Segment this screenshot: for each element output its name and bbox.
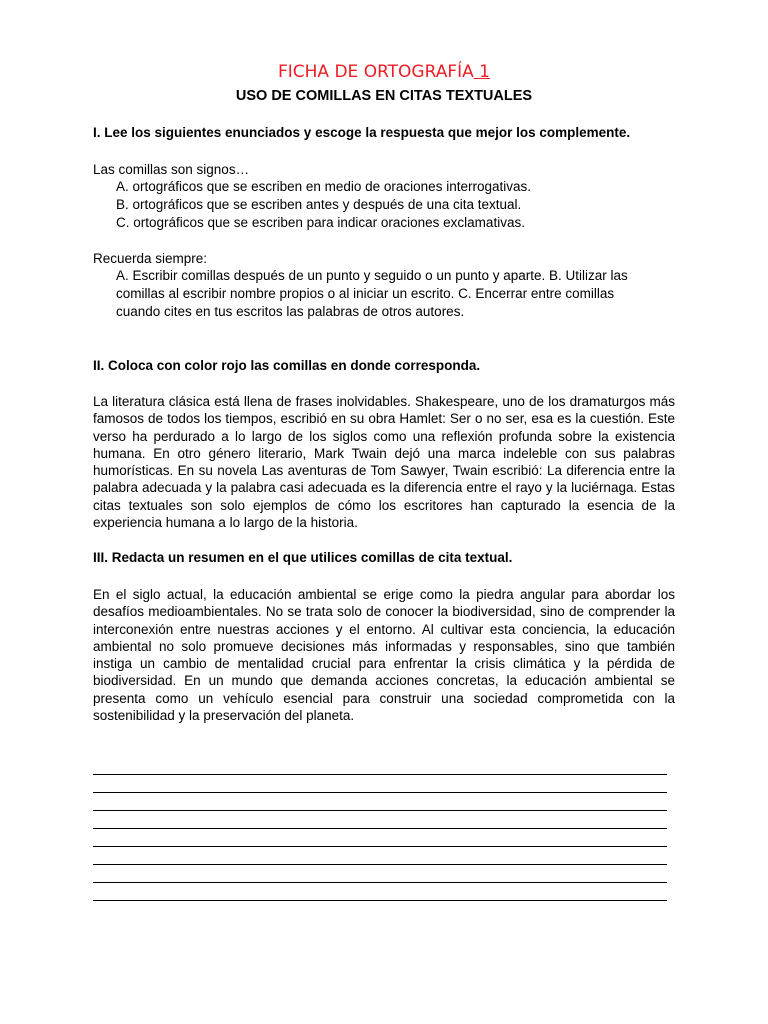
question-1-options <box>116 178 656 232</box>
title-number: 1 <box>473 62 491 82</box>
question-2-options: A. Escribir comillas después de un punto y seguido o un punto y aparte. B. Utilizar las comillas al escribir nombre propios o al iniciar un escrito. C. Encerrar entre comillas cuando cites en tus escritos las palabras de otros autores. <box>116 268 628 319</box>
answer-line[interactable] <box>93 758 667 775</box>
worksheet-title <box>93 60 675 84</box>
answer-lines <box>93 758 667 902</box>
answer-line[interactable] <box>93 848 667 865</box>
section-2-paragraph: La literatura clásica está llena de frases inolvidables. Shakespeare, uno de los dramaturgos más famosos de todos los tiempos, escribió en su obra Hamlet: Ser o no ser, esa es la cuestión. Este verso ha perdurado a lo largo de los siglos como una reflexión profunda sobre la existencia humana. En otro género literario, Mark Twain dejó una marca indeleble con sus palabras humorísticas. En su novela Las aventuras de Tom Sawyer, Twain escribió: La diferencia entre la palabra adecuada y la palabra casi adecuada es la diferencia entre el rayo y la luciérnaga. Estas citas textuales son solo ejemplos de cómo los escritores han capturado la esencia de la experiencia humana a lo largo de la historia. <box>93 394 675 531</box>
question-1-option-a: A. ortográficos que se escriben en medio de oraciones interrogativas. <box>116 179 531 194</box>
question-2-prompt: Recuerda siempre: <box>93 251 208 266</box>
question-1-prompt: Las comillas son signos… <box>93 162 250 177</box>
answer-line[interactable] <box>93 794 667 811</box>
section-2-heading: II. Coloca con color rojo las comillas en donde corresponda. <box>93 358 481 373</box>
section-1-heading: I. Lee los siguientes enunciados y escoge la respuesta que mejor los complemente. <box>93 125 631 140</box>
worksheet-subtitle: USO DE COMILLAS EN CITAS TEXTUALES <box>235 88 533 104</box>
answer-line[interactable] <box>93 812 667 829</box>
question-1-option-c: C. ortográficos que se escriben para indicar oraciones exclamativas. <box>116 215 525 230</box>
answer-line[interactable] <box>93 830 667 847</box>
answer-line[interactable] <box>93 884 667 901</box>
section-3-paragraph: En el siglo actual, la educación ambiental se erige como la piedra angular para abordar los desafíos medioambientales. No se trata solo de conocer la biodiversidad, sino de comprender la interconexión entre nuestras acciones y el entorno. Al cultivar esta conciencia, la educación ambiental no solo promueve decisiones más informadas y responsables, sino que también instiga un cambio de mentalidad crucial para enfrentar la crisis climática y la pérdida de biodiversidad. En un mundo que demanda acciones concretas, la educación ambiental se presenta como un vehículo esencial para construir una sociedad comprometida con la sostenibilidad y la preservación del planeta. <box>93 587 675 724</box>
answer-line[interactable] <box>93 866 667 883</box>
title-text: FICHA DE ORTOGRAFÍA <box>277 62 474 82</box>
section-3-heading: III. Redacta un resumen en el que utilices comillas de cita textual. <box>93 550 513 565</box>
question-1-option-b: B. ortográficos que se escriben antes y después de una cita textual. <box>116 197 522 212</box>
answer-line[interactable] <box>93 776 667 793</box>
